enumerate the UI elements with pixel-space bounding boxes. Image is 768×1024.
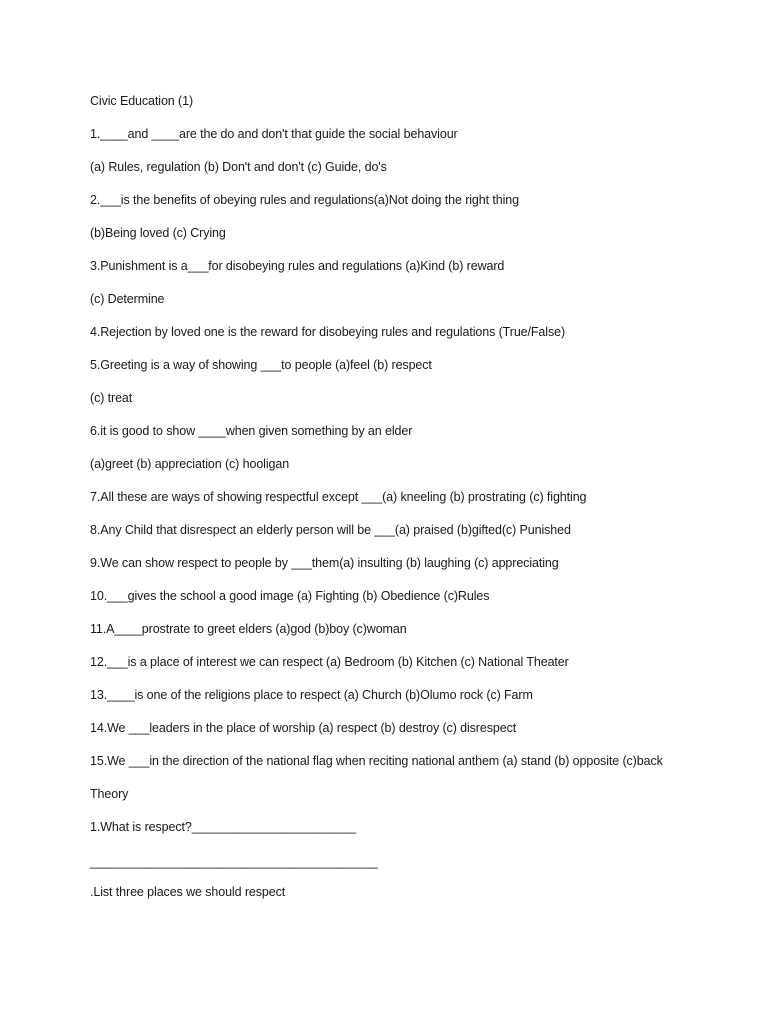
- question-2: 2.___is the benefits of obeying rules and regulations(a)Not doing the right thing: [90, 193, 519, 207]
- question-11: 11.A____prostrate to greet elders (a)god (b)boy (c)woman: [90, 622, 407, 636]
- theory-question-2: .List three places we should respect: [90, 885, 286, 899]
- question-4: 4.Rejection by loved one is the reward for disobeying rules and regulations (True/False): [90, 325, 566, 339]
- theory-question-1: 1.What is respect?________________________: [90, 820, 357, 834]
- worksheet-page: [90, 91, 680, 915]
- question-8: 8.Any Child that disrespect an elderly person will be ___(a) praised (b)gifted(c) Punished: [90, 523, 571, 537]
- question-1: 1.____and ____are the do and don't that guide the social behaviour: [90, 127, 458, 141]
- question-5-options: (c) treat: [90, 391, 133, 405]
- question-14: 14.We ___leaders in the place of worship (a) respect (b) destroy (c) disrespect: [90, 721, 517, 735]
- question-3: 3.Punishment is a___for disobeying rules and regulations (a)Kind (b) reward: [90, 259, 505, 273]
- question-1-options: (a) Rules, regulation (b) Don't and don't (c) Guide, do's: [90, 160, 387, 174]
- answer-line: __________________________________________: [90, 855, 378, 869]
- theory-heading: Theory: [90, 787, 129, 801]
- question-3-options: (c) Determine: [90, 292, 165, 306]
- question-10: 10.___gives the school a good image (a) Fighting (b) Obedience (c)Rules: [90, 589, 490, 603]
- question-7: 7.All these are ways of showing respectful except ___(a) kneeling (b) prostrating (c) fighting: [90, 490, 587, 504]
- question-15: 15.We ___in the direction of the national flag when reciting national anthem (a) stand (b) opposite (c)back: [90, 754, 663, 768]
- question-6-options: (a)greet (b) appreciation (c) hooligan: [90, 457, 290, 471]
- question-12: 12.___is a place of interest we can respect (a) Bedroom (b) Kitchen (c) National Theater: [90, 655, 569, 669]
- document-title: Civic Education (1): [90, 94, 194, 108]
- question-9: 9.We can show respect to people by ___them(a) insulting (b) laughing (c) appreciating: [90, 556, 559, 570]
- question-5: 5.Greeting is a way of showing ___to people (a)feel (b) respect: [90, 358, 432, 372]
- question-2-options: (b)Being loved (c) Crying: [90, 226, 226, 240]
- question-13: 13.____is one of the religions place to respect (a) Church (b)Olumo rock (c) Farm: [90, 688, 533, 702]
- question-6: 6.it is good to show ____when given something by an elder: [90, 424, 413, 438]
